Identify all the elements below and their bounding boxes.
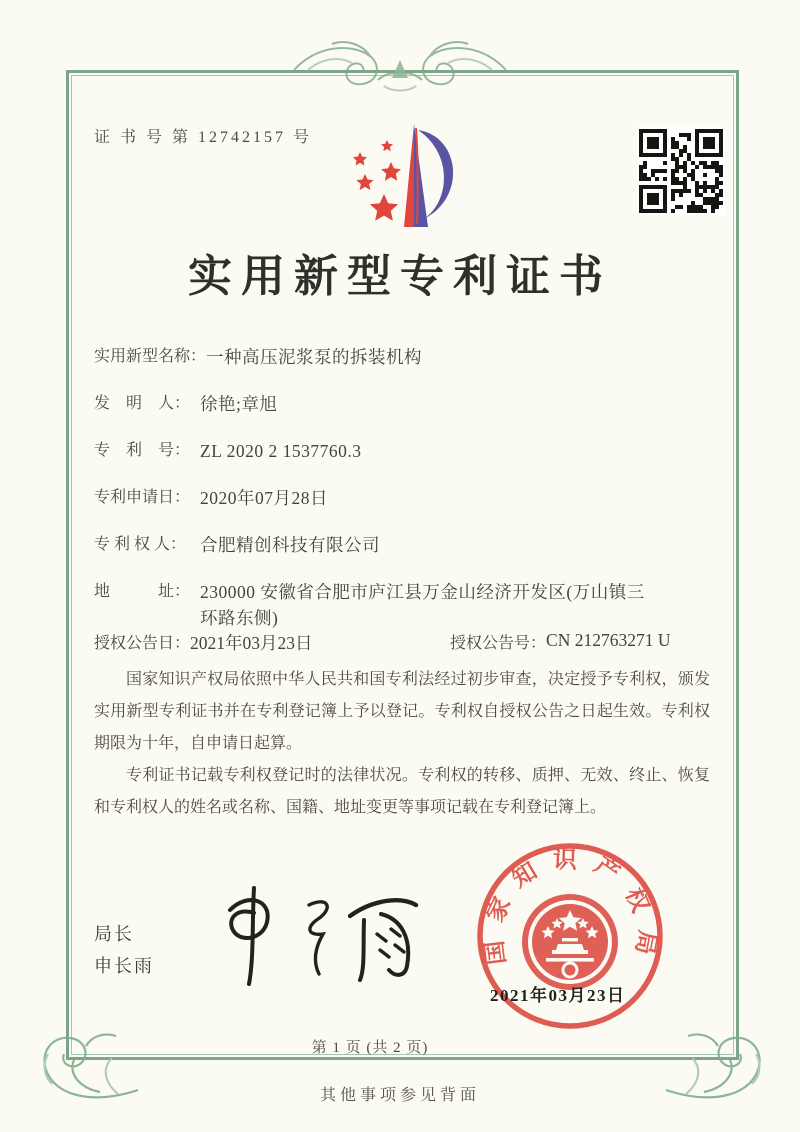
field-row-address bbox=[94, 579, 714, 632]
back-note: 其他事项参见背面 bbox=[319, 1087, 480, 1104]
field-value: 2020年07月28日 bbox=[200, 488, 328, 508]
field-label: 专利申请日： bbox=[94, 489, 191, 506]
certificate-title: 实用新型专利证书 bbox=[188, 252, 612, 301]
field-row-patent-number bbox=[94, 438, 714, 464]
field-value: 一种高压泥浆泵的拆装机构 bbox=[206, 347, 423, 367]
field-row-name bbox=[94, 344, 714, 370]
top-scroll-ornament-icon bbox=[288, 36, 512, 102]
signature-handwriting-icon bbox=[214, 878, 429, 996]
seal-text: 国家知识产权局 bbox=[480, 847, 661, 972]
paragraph: 国家知识产权局依照中华人民共和国专利法经过初步审查，决定授予专利权，颁发实用新型专利证书并在专利登记簿上予以登记。专利权自授权公告之日起生效。专利权期限为十年，自申请日起算。 bbox=[94, 671, 710, 752]
field-label: 实用新型名称： bbox=[94, 348, 207, 365]
field-label: 地 址： bbox=[94, 583, 191, 600]
grant-number-value: CN 212763271 U bbox=[546, 630, 671, 650]
field-label: 专 利 号： bbox=[94, 442, 191, 459]
cnipa-logo-icon bbox=[338, 112, 470, 230]
certificate-number: 证 书 号 第 12742157 号 bbox=[94, 129, 313, 146]
field-label: 发 明 人： bbox=[94, 395, 191, 412]
bottom-right-flourish-icon bbox=[664, 1024, 770, 1108]
qr-code bbox=[637, 127, 725, 215]
bottom-left-flourish-icon bbox=[34, 1024, 140, 1108]
paragraph: 专利证书记载专利权登记时的法律状况。专利权的转移、质押、无效、终止、恢复和专利权人的姓名或名称、国籍、地址变更等事项记载在专利登记簿上。 bbox=[94, 767, 710, 816]
field-row-inventor bbox=[94, 391, 714, 417]
grant-date-value: 2021年03月23日 bbox=[190, 633, 313, 653]
signer-title: 局长 bbox=[94, 924, 134, 944]
signer-name: 申长雨 bbox=[94, 956, 154, 976]
page-number: 第 1 页 (共 2 页) bbox=[311, 1040, 429, 1056]
field-value: ZL 2020 2 1537760.3 bbox=[200, 441, 362, 461]
field-value: 230000 安徽省合肥市庐江县万金山经济开发区(万山镇三环路东侧) bbox=[200, 582, 645, 629]
field-value: 合肥精创科技有限公司 bbox=[200, 535, 380, 555]
field-row-filing-date bbox=[94, 485, 714, 511]
seal-date: 2021年03月23日 bbox=[490, 986, 626, 1005]
national-emblem-icon bbox=[525, 897, 615, 987]
field-label: 专 利 权 人： bbox=[94, 536, 187, 553]
grant-number-label: 授权公告号： bbox=[450, 635, 547, 652]
legal-paragraphs bbox=[94, 664, 710, 824]
grant-row bbox=[94, 630, 734, 655]
field-row-patentee bbox=[94, 532, 714, 558]
grant-date-label: 授权公告日： bbox=[94, 635, 191, 652]
field-value: 徐艳;章旭 bbox=[200, 394, 278, 414]
